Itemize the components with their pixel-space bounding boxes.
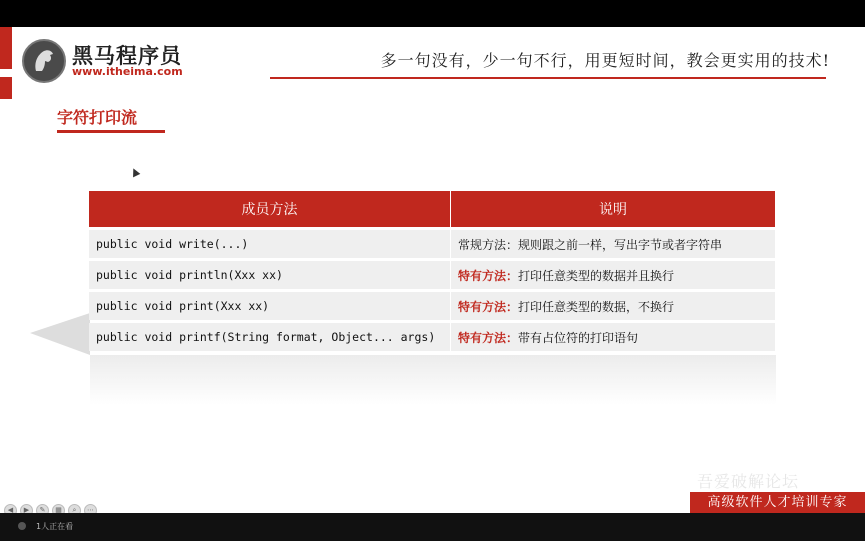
slide — [0, 27, 865, 513]
viewer-count: 1人正在看 — [36, 522, 74, 531]
watermark: 吾爱破解论坛 — [697, 472, 800, 491]
pen-tool-button[interactable]: ✎ — [36, 504, 49, 513]
method-description-text: 打印任意类型的数据，不换行 — [518, 299, 675, 314]
red-accent-bar — [0, 77, 12, 99]
slides-grid-button[interactable]: ▦ — [52, 504, 65, 513]
method-description — [451, 292, 775, 320]
previous-slide-button[interactable]: ◀ — [4, 504, 17, 513]
method-signature: public void print(Xxx xx) — [89, 292, 451, 320]
title-underline — [57, 130, 165, 133]
slogan: 多一句没有，少一句不行，用更短时间，教会更实用的技术! — [380, 51, 830, 70]
table-row — [89, 230, 775, 258]
decorative-shadow — [30, 313, 90, 355]
table-row — [89, 261, 775, 289]
next-slide-button[interactable]: ▶ — [20, 504, 33, 513]
table-header-row — [89, 191, 775, 227]
method-signature: public void println(Xxx xx) — [89, 261, 451, 289]
method-description-text: 常规方法：规则跟之前一样，写出字节或者字符串 — [458, 237, 723, 252]
more-options-button[interactable]: ⋯ — [84, 504, 97, 513]
method-description — [451, 261, 775, 289]
bottom-status-bar — [0, 513, 865, 541]
table-reflection — [90, 355, 776, 405]
brand-url: www.itheima.com — [72, 65, 183, 78]
viewer-icon — [18, 522, 26, 530]
top-black-bar — [0, 0, 865, 27]
cursor-icon — [130, 167, 141, 178]
column-header-method: 成员方法 — [89, 191, 451, 227]
brand-name: 黑马程序员 — [72, 44, 182, 68]
table-row — [89, 292, 775, 320]
method-tag: 特有方法： — [458, 330, 519, 345]
page-title: 字符打印流 — [57, 108, 138, 127]
red-accent-bar — [0, 27, 12, 69]
method-signature: public void write(...) — [89, 230, 451, 258]
method-tag: 特有方法： — [458, 268, 519, 283]
method-tag: 特有方法： — [458, 299, 519, 314]
method-description — [451, 323, 775, 351]
column-header-description: 说明 — [451, 191, 775, 227]
method-description — [451, 230, 775, 258]
horse-logo-icon — [22, 39, 66, 83]
methods-table — [89, 188, 775, 354]
slide-controls — [4, 497, 100, 513]
header-divider — [270, 77, 826, 79]
method-description-text: 带有占位符的打印语句 — [518, 330, 639, 345]
method-description-text: 打印任意类型的数据并且换行 — [518, 268, 675, 283]
zoom-button[interactable]: ⌕ — [68, 504, 81, 513]
method-signature: public void printf(String format, Object... args) — [89, 323, 451, 351]
footer-tagline: 高级软件人才培训专家 — [690, 492, 865, 513]
table-row — [89, 323, 775, 351]
